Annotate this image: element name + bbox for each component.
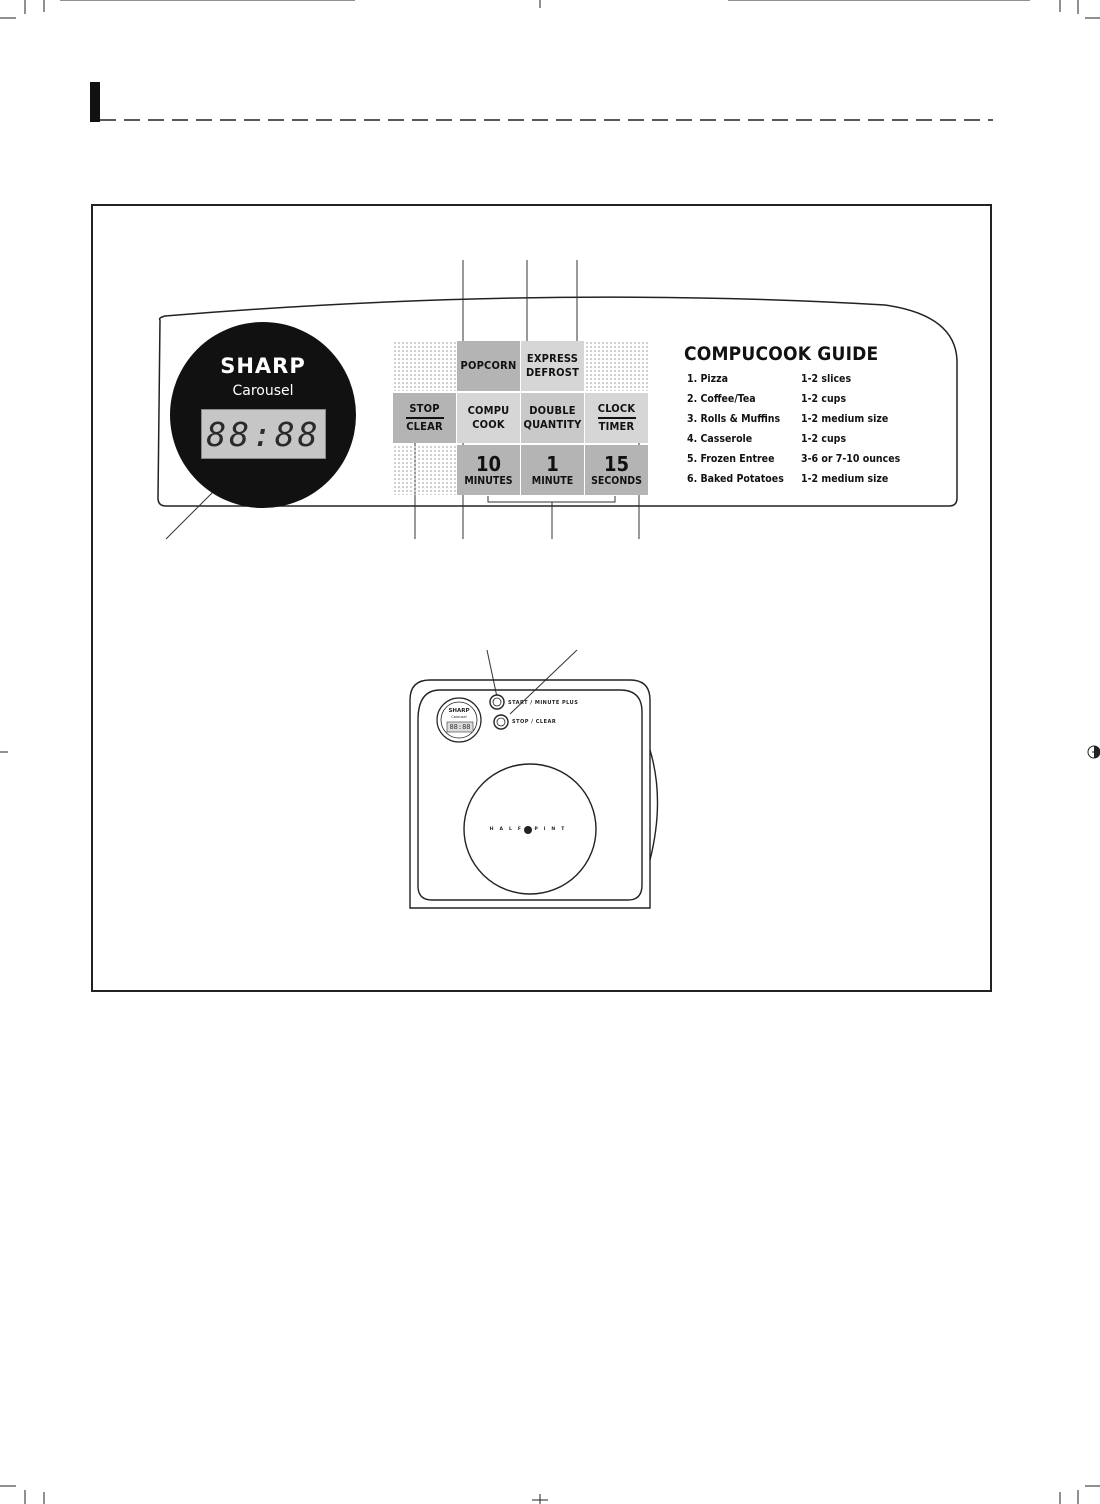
guide-item-amount: 1-2 cups (801, 433, 847, 445)
clear-label: CLEAR (406, 419, 443, 433)
ten-minutes-label: MINUTES (464, 474, 513, 487)
oven-display: 88:88 (449, 723, 471, 731)
brand-logo: SHARP (220, 354, 306, 378)
guide-item-name: 4. Casserole (687, 433, 753, 445)
fifteen-seconds-label: SECONDS (591, 474, 642, 487)
guide-item-amount: 1-2 cups (801, 393, 847, 405)
clock-label: CLOCK (597, 402, 636, 416)
guide-item-name: 2. Coffee/Tea (687, 393, 756, 405)
guide-item-name: 3. Rolls & Muffins (687, 413, 781, 425)
oven-stop-label: STOP / CLEAR (512, 719, 557, 725)
time-display: 88:88 (201, 409, 326, 459)
cook-label: COOK (472, 418, 505, 431)
stop-label: STOP (409, 402, 440, 416)
guide-item-name: 1. Pizza (687, 373, 728, 385)
fifteen-seconds-value: 15 (603, 451, 630, 476)
guide-item-amount: 1-2 medium size (801, 473, 889, 485)
express-defrost-label-1: EXPRESS (526, 352, 579, 365)
oven-brand-logo: SHARP (448, 708, 470, 714)
oven-start-label: START / MINUTE PLUS (508, 700, 579, 706)
guide-item-amount: 1-2 slices (801, 373, 852, 385)
compucook-guide-title: COMPUCOOK GUIDE (684, 343, 879, 365)
express-defrost-label-2: DEFROST (525, 366, 580, 379)
guide-item-name: 5. Frozen Entree (687, 453, 775, 465)
ten-minutes-value: 10 (475, 451, 502, 476)
popcorn-label: POPCORN (460, 359, 517, 372)
oven-model-logo: Carousel (451, 715, 467, 719)
guide-item-name: 6. Baked Potatoes (687, 473, 784, 485)
timer-label: TIMER (598, 419, 635, 433)
double-label: DOUBLE (529, 404, 576, 417)
guide-item-amount: 1-2 medium size (801, 413, 889, 425)
quantity-label: QUANTITY (523, 418, 582, 431)
guide-item-amount: 3-6 or 7-10 ounces (801, 453, 901, 465)
one-minute-value: 1 (546, 451, 559, 476)
oven-door-label: HALF PINT (489, 827, 571, 832)
compu-label: COMPU (467, 404, 510, 417)
model-logo: Carousel (232, 383, 294, 399)
one-minute-label: MINUTE (531, 474, 574, 487)
